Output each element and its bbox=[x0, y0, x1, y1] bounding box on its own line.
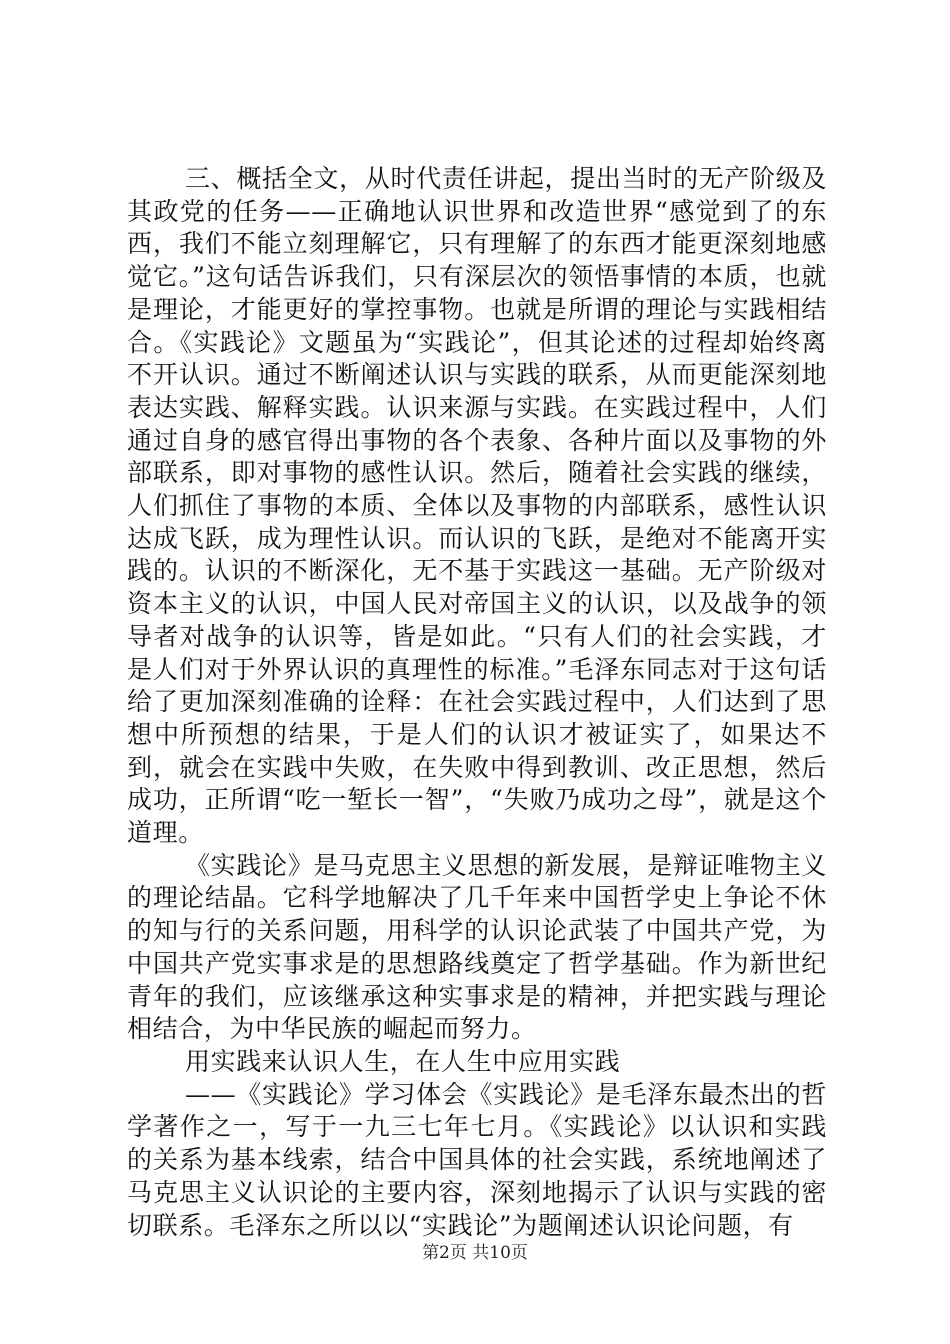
paragraph-subtitle-intro: ——《实践论》学习体会《实践论》是毛泽东最杰出的哲学著作之一，写于一九三七年七月。《实践论》以认识和实践的关系为基本线索，结合中国具体的社会实践，系统地阐述了马克思主义认识论的主要内容，深刻地揭示了认识与实践的密切联系。毛泽东之所以以“实践论”为题阐述认识论问题，有 bbox=[127, 1079, 827, 1240]
page-number-footer: 第2页 共10页 bbox=[422, 1243, 528, 1263]
paragraph-significance: 《实践论》是马克思主义思想的新发展，是辩证唯物主义的理论结晶。它科学地解决了几千年来中国哲学史上争论不休的知与行的关系问题，用科学的认识论武装了中国共产党，为中国共产党实事求是的思想路线奠定了哲学基础。作为新世纪青年的我们，应该继承这种实事求是的精神，并把实践与理论相结合，为中华民族的崛起而努力。 bbox=[127, 850, 827, 1044]
document-body bbox=[127, 163, 827, 1242]
paragraph-summary: 三、概括全文，从时代责任讲起，提出当时的无产阶级及其政党的任务——正确地认识世界和改造世界“感觉到了的东西，我们不能立刻理解它，只有理解了的东西才能更深刻地感觉它。”这句话告诉我们，只有深层次的领悟事情的本质，也就是理论，才能更好的掌控事物。也就是所谓的理论与实践相结合。《实践论》文题虽为“实践论”，但其论述的过程却始终离不开认识。通过不断阐述认识与实践的联系，从而更能深刻地表达实践、解释实践。认识来源与实践。在实践过程中，人们通过自身的感官得出事物的各个表象、各种片面以及事物的外部联系，即对事物的感性认识。然后，随着社会实践的继续，人们抓住了事物的本质、全体以及事物的内部联系，感性认识达成飞跃，成为理性认识。而认识的飞跃，是绝对不能离开实践的。认识的不断深化，无不基于实践这一基础。无产阶级对资本主义的认识，中国人民对帝国主义的认识，以及战争的领导者对战争的认识等，皆是如此。“只有人们的社会实践，才是人们对于外界认识的真理性的标准。”毛泽东同志对于这句话给了更加深刻准确的诠释：在社会实践过程中，人们达到了思想中所预想的结果，于是人们的认识才被证实了，如果达不到，就会在实践中失败，在失败中得到教训、改正思想，然后成功，正所谓“吃一堑长一智”，“失败乃成功之母”，就是这个道理。 bbox=[127, 164, 827, 848]
essay-title: 用实践来认识人生，在人生中应用实践 bbox=[185, 1046, 621, 1076]
